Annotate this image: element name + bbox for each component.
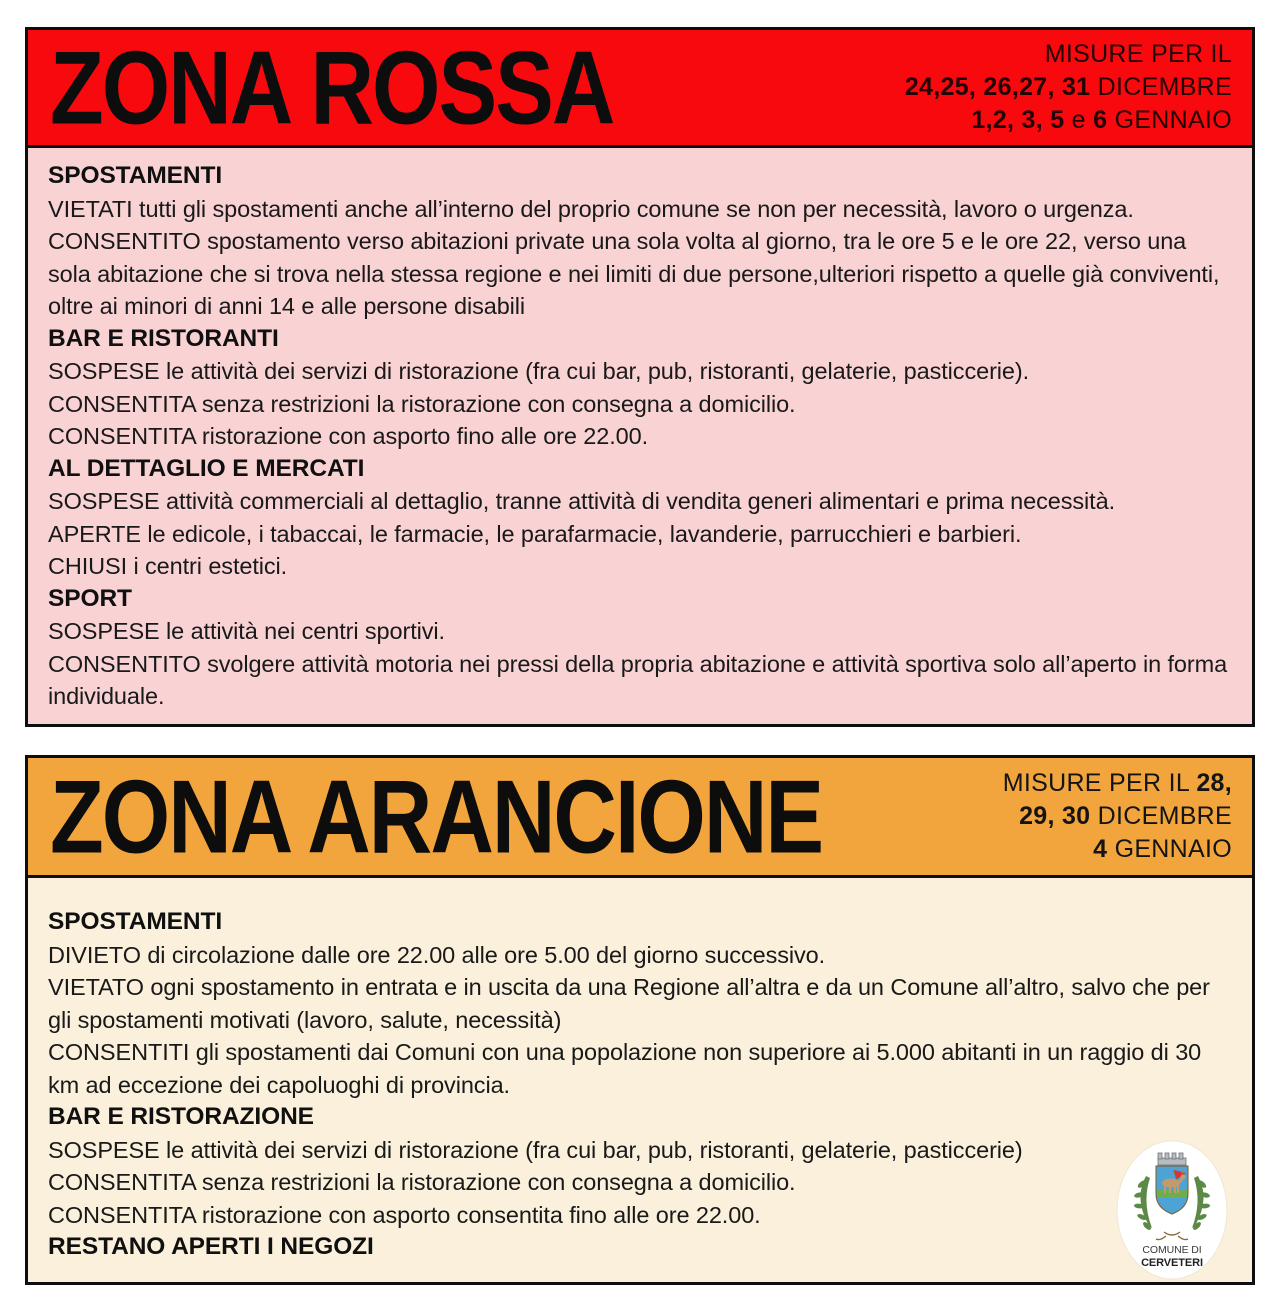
dates-day-numbers: 6: [1093, 106, 1108, 134]
zona-rossa-body: [28, 148, 1252, 724]
rule-line: CONSENTITA senza restrizioni la ristorazione con consegna a domicilio.: [48, 1169, 796, 1195]
zona-arancione-title: ZONA ARANCIONE: [50, 757, 823, 875]
rule-line: SOSPESE le attività nei centri sportivi.: [48, 618, 445, 644]
dates-day-numbers: 24,25, 26,27, 31: [904, 73, 1091, 101]
rule-section-heading: RESTANO APERTI I NEGOZI: [48, 1233, 374, 1260]
rule-section-heading: BAR E RISTORANTI: [48, 324, 279, 352]
zona-rossa-dates: [905, 38, 1232, 137]
dates-label: MISURE PER IL: [1002, 769, 1197, 797]
dates-line: [905, 71, 1232, 104]
rule-line: CONSENTITO spostamento verso abitazioni private una sola volta al giorno, tra le ore 5 e le ore 22, verso una sola abitazione che si trova nella stessa regione e nei limiti di due persone,ulteriori rispetto a quelle già conviventi, oltre ai minori di anni 14 e alle persone disabili: [48, 228, 1220, 319]
dates-label: DICEMBRE: [1090, 802, 1232, 830]
rule-line: APERTE le edicole, i tabaccai, le farmacie, le parafarmacie, lavanderie, parrucchieri e barbieri.: [48, 520, 1022, 547]
rule-line: VIETATI tutti gli spostamenti anche all’interno del proprio comune se non per necessità, lavoro o urgenza.: [48, 195, 1134, 222]
rule-section-heading: SPOSTAMENTI: [48, 908, 223, 935]
dates-label: GENNAIO: [1107, 106, 1232, 134]
dates-label: e: [1064, 106, 1094, 134]
zona-arancione-header: [28, 758, 1252, 878]
dates-line: [1003, 767, 1232, 800]
rule-line: SOSPESE le attività dei servizi di ristorazione (fra cui bar, pub, ristoranti, gelaterie, pasticcerie): [48, 1136, 1023, 1163]
rule-section-heading: AL DETTAGLIO E MERCATI: [48, 454, 365, 482]
rule-line: SOSPESE attività commerciali al dettaglio, tranne attività di vendita generi alimentari e prima necessità.: [48, 488, 1115, 514]
dates-day-numbers: 28,: [1196, 769, 1232, 797]
zona-rossa-card: [25, 27, 1255, 727]
rule-line: CONSENTITI gli spostamenti dai Comuni con una popolazione non superiore ai 5.000 abitanti in un raggio di 30 km ad eccezione dei capoluoghi di provincia.: [48, 1039, 1202, 1098]
rule-line: CONSENTITA ristorazione con asporto consentita fino alle ore 22.00.: [48, 1201, 761, 1228]
dates-day-numbers: 1,2, 3, 5: [971, 106, 1065, 134]
rule-line: SOSPESE le attività dei servizi di ristorazione (fra cui bar, pub, ristoranti, gelaterie, pasticcerie).: [48, 358, 1030, 384]
dates-label: MISURE PER IL: [1044, 40, 1232, 68]
zona-rossa-header: [28, 30, 1252, 148]
rule-line: DIVIETO di circolazione dalle ore 22.00 alle ore 5.00 del giorno successivo.: [48, 941, 826, 968]
zona-arancione-card: [25, 755, 1255, 1285]
dates-label: DICEMBRE: [1090, 73, 1232, 101]
zona-arancione-body: [28, 878, 1252, 1282]
logo-text-cerveteri: CERVETERI: [1141, 1257, 1203, 1269]
zona-arancione-dates: [1003, 767, 1232, 866]
rule-line: CONSENTITO svolgere attività motoria nei pressi della propria abitazione e attività sportiva solo all’aperto in forma individuale.: [48, 650, 1228, 709]
rule-line: CHIUSI i centri estetici.: [48, 553, 288, 579]
dates-label: GENNAIO: [1107, 835, 1232, 863]
dates-line: [1003, 833, 1232, 866]
rule-line: CONSENTITA ristorazione con asporto fino alle ore 22.00.: [48, 423, 649, 449]
rule-line: CONSENTITA senza restrizioni la ristorazione con consegna a domicilio.: [48, 390, 796, 417]
comune-cerveteri-logo: [1116, 1140, 1228, 1280]
rule-line: VIETATO ogni spostamento in entrata e in uscita da una Regione all’altra e da un Comune all’altro, salvo che per gli spostamenti motivati (lavoro, salute, necessità): [48, 974, 1210, 1033]
zona-rossa-title: ZONA ROSSA: [50, 28, 614, 146]
logo-text-comune: COMUNE DI: [1142, 1244, 1202, 1256]
dates-line: [905, 38, 1232, 71]
dates-line: [905, 104, 1232, 137]
rule-section-heading: BAR E RISTORAZIONE: [48, 1103, 314, 1130]
dates-line: [1003, 800, 1232, 833]
rule-section-heading: SPORT: [48, 584, 132, 612]
crown-icon: [1158, 1153, 1186, 1165]
dates-day-numbers: 4: [1093, 835, 1108, 863]
rule-section-heading: SPOSTAMENTI: [48, 162, 223, 189]
dates-day-numbers: 29, 30: [1019, 802, 1091, 830]
